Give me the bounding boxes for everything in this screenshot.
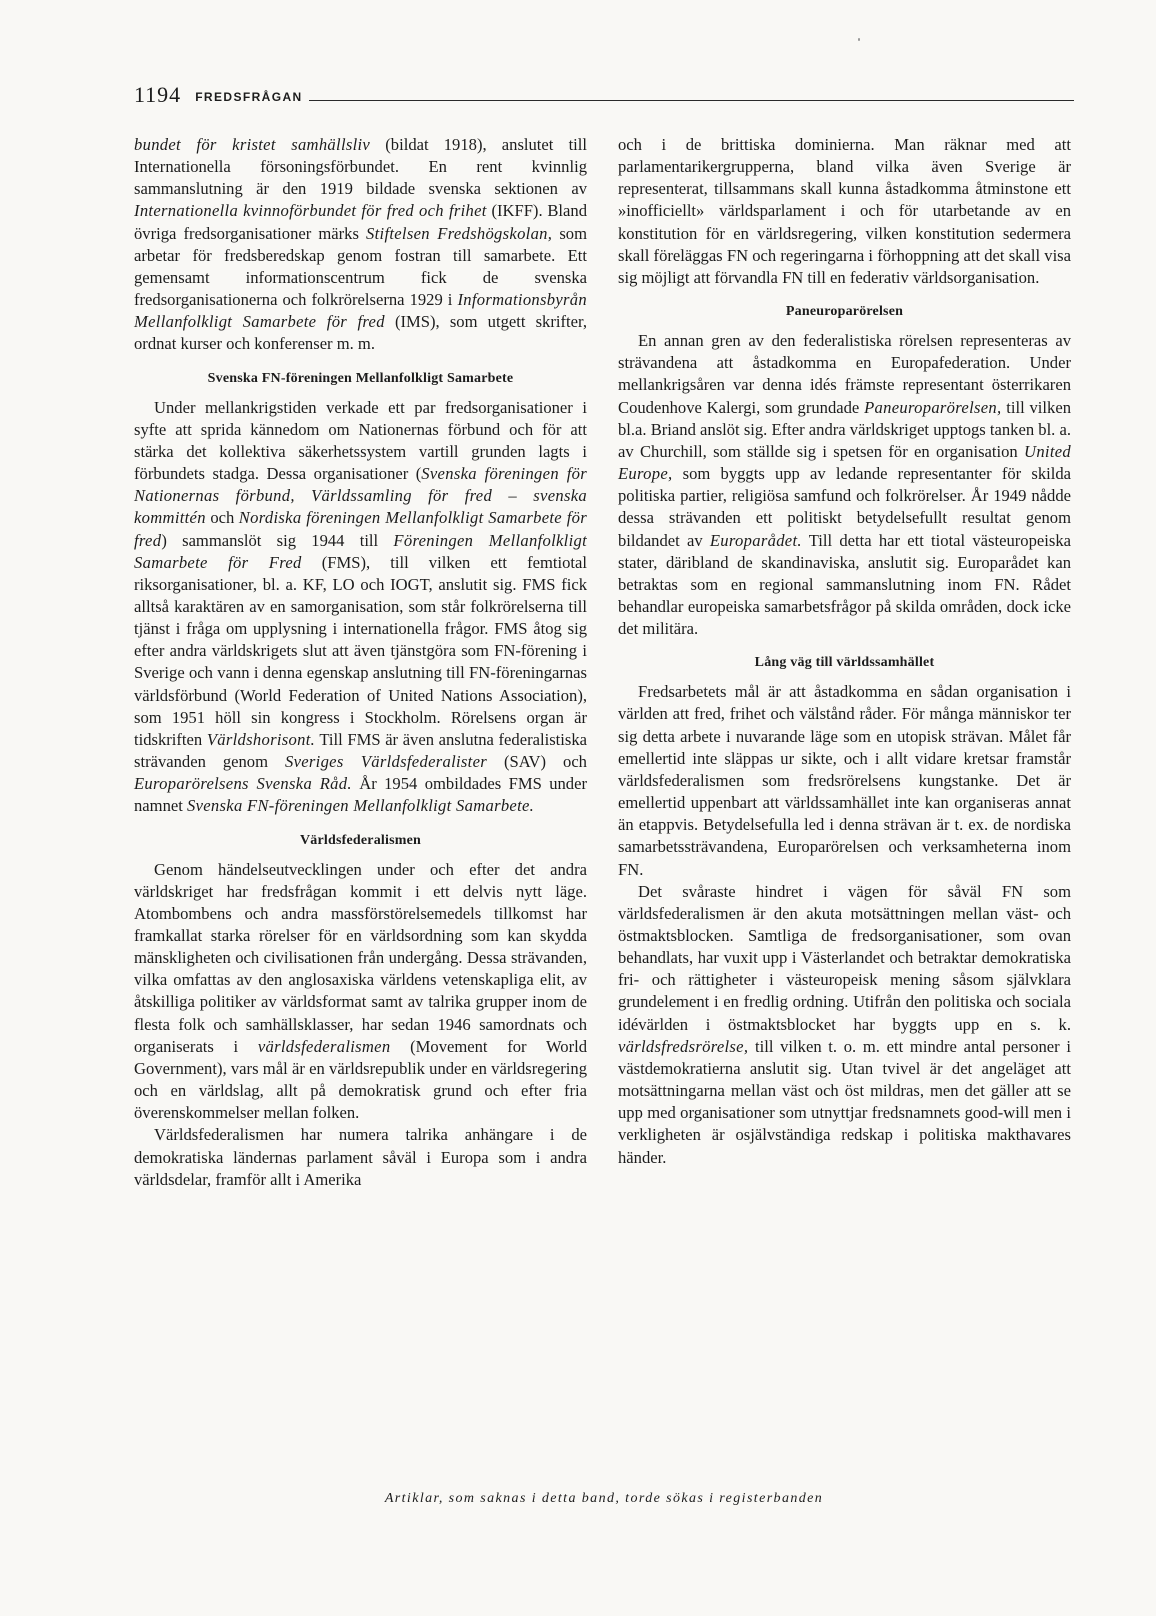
text-run: Under mellankrigstiden verkade ett par fredsorganisationer i syfte att sprida kännedom om Nationernas förbund och för att stärka det kollektiva säkerhetssystem vartill grunden lagts i förbundets stadga. Dessa organisationer ( — [134, 397, 587, 484]
paragraph — [618, 681, 1071, 880]
paragraph — [134, 134, 587, 356]
italic-run: Sveriges Världsfederalister — [284, 752, 487, 772]
italic-run: Stiftelsen Fredshögskolan, — [366, 223, 553, 243]
header-rule — [309, 100, 1074, 101]
section-heading: Världsfederalismen — [299, 832, 422, 848]
text-run: (IMS), som utgett skrifter, ordnat kurser och konferenser m. m. — [134, 312, 588, 354]
text-run: (SAV) och — [487, 752, 587, 772]
text-run: som arbetar för fredsberedskap genom fostran till samarbete. Ett gemensamt informationscentrum fick de svenska fredsorganisationerna och folkrörelserna 1929 i — [134, 223, 587, 310]
text-run: och — [205, 508, 239, 528]
italic-run: Informationsbyrån Mellanfolkligt Samarbete för fred — [134, 290, 587, 332]
italic-run: Svenska föreningen för Nationernas förbund, Världssamling för fred – svenska kommittén — [134, 464, 587, 528]
italic-run: Världshorisont. — [206, 729, 316, 749]
text-run: Till detta har ett tiotal västeuropeiska stater, däribland de skandinaviska, anslutit sig. Europarådet kan betraktas som en regional sammanslutning inom FN. Rådet behandlar europeiska samarbetsfrågor på skilda områden, dock icke det militära. — [618, 530, 1071, 639]
text-run: (FMS), till vilken ett femtiotal riksorganisationer, bl. a. KF, LO och IOGT, anslutit sig. FMS fick alltså karaktären av en samorganisation, som står folkrörelserna till tjänst i fråga om upplysning i internationella frågor. FMS åtog sig efter andra världskrigets slut att även tjänstgöra som FN-förening i Sverige och vann i denna egenskap anslutning till FN-föreningarnas världsförbund (World Federation of United Nations Association), som 1951 höll sin kongress i Stockholm. Rörelsens organ är tidskriften — [134, 552, 588, 749]
text-run: En annan gren av den federalistiska rörelsen representeras av strävandena att åstadkomma en Europafederation. Under mellankrigsåren var denna idés främste representant österrikaren Coudenhove Kalergi, som grundade — [618, 331, 1071, 417]
page-number: 1194 — [134, 82, 182, 107]
text-run: Världsfederalismen har numera talrika anhängare i de demokratiska ländernas parlament såväl i Europa som i andra världsdelar, framför allt i Amerika — [134, 1125, 587, 1189]
section-heading: Paneuroparörelsen — [785, 304, 904, 320]
text-run: som byggts upp av ledande representanter för skilda politiska partier, religiösa samfund och folkrörelser. År 1949 nådde dessa strävanden ett politiskt betydelsefullt resultat genom bildandet av — [618, 464, 1071, 550]
section-heading: Lång väg till världssamhället — [754, 655, 935, 671]
text-run: År 1954 ombildades FMS under namnet — [134, 774, 587, 816]
right-column — [618, 134, 1071, 1169]
text-run: Till FMS är även anslutna federalistiska strävanden genom — [134, 729, 587, 772]
left-column — [134, 134, 587, 1191]
section-heading: Svenska FN-föreningen Mellanfolkligt Samarbete — [207, 370, 514, 386]
text-run: (IKFF). Bland övriga fredsorganisationer märks — [134, 201, 587, 243]
text-run: till vilken t. o. m. ett mindre antal personer i västdemokratierna anslutit sig. Utan tvivel är det angeläget att motsättningarna mellan väst och öst mildras, men det gäller att se upp med organisationer som utnyttjar fredsnamnets good-will men i verkligheten är osjälvständiga redskap i politiska makthavares händer. — [618, 1036, 1071, 1167]
text-run: (Movement for World Government), vars mål är en världsrepublik under en världsregering och en världslag, allt på demokratisk grund och efter fria överenskommelser mellan folken. — [134, 1036, 588, 1123]
italic-run: Internationella kvinnoförbundet för fred och frihet — [134, 201, 487, 221]
italic-run: United Europe, — [618, 441, 1071, 484]
italic-run: Nordiska föreningen Mellanfolkligt Samarbete för fred — [134, 508, 587, 550]
pencil-dot — [858, 38, 860, 41]
italic-run: världsfederalismen — [257, 1036, 391, 1056]
text-run: Genom händelseutvecklingen under och efter det andra världskriget har fredsfrågan kommit i ett delvis nytt läge. Atombombens och andra massförstörelsemedels tillkomst har framkallat starka rörelser för en världsordning som kan skydda mänskligheten och civilisationen från undergång. Dessa strävanden, vilka omfattas av den anglosaxiska världens vetenskapliga elit, av åtskilliga politiker av världsformat samt av talrika grupper inom de flesta folk och samhällsklasser, har sedan 1946 samordnats och organiserats i — [134, 859, 587, 1056]
italic-run: bundet för kristet samhällsliv — [134, 135, 371, 154]
paragraph — [618, 330, 1071, 640]
text-run: (bildat 1918), anslutet till Internationella försoningsförbundet. En rent kvinnlig sammanslutning är den 1919 bildade svenska sektionen av — [134, 135, 588, 199]
paragraph — [618, 881, 1071, 1169]
italic-run: Föreningen Mellanfolkligt Samarbete för Fred — [134, 530, 587, 572]
text-run: till vilken bl.a. Briand anslöt sig. Efter andra världskriget upptogs tanken bl. a. av Churchill, som ställde sig i spetsen för en organisation — [618, 397, 1071, 461]
italic-run: Paneuroparörelsen, — [864, 397, 1002, 417]
italic-run: världsfredsrörelse, — [618, 1036, 749, 1056]
text-run: ) sammanslöt sig 1944 till — [161, 530, 394, 550]
running-head — [134, 82, 1074, 106]
text-run: Fredsarbetets mål är att åstadkomma en sådan organisation i världen att fred, frihet och välstånd råder. För många människor ter sig detta arbete i nuvarande läge som en utopisk strävan. Målet får emellertid inte släppas ur sikte, och i allt vidare kretsar framstår världsfederalismen som fredsrörelsens kungstanke. Det är emellertid uppenbart att världssamhället inte kan organiseras annat än etappvis. Betydelsefulla led i denna strävan är t. ex. de nordiska samarbetssträvandena, Europarörelsen och verksamheterna inom FN. — [618, 682, 1071, 879]
italic-run: Svenska FN-föreningen Mellanfolkligt Samarbete. — [187, 796, 535, 816]
italic-run: Europarådet. — [709, 530, 802, 550]
text-run: Det svåraste hindret i vägen för såväl FN som världsfederalismen är den akuta motsättningen mellan väst- och östmaktsblocken. Samtliga de fredsorganisationer, som ovan behandlats, har vuxit upp i Västerlandet och betraktar demokratiska fri- och rättigheter i västeuropeisk mening såsom självklara grundelement i en fredlig ordning. Utifrån den politiska och sociala idévärlden i östmaktsblocket har byggts upp en s. k. — [618, 881, 1071, 1034]
paragraph — [134, 397, 587, 818]
paragraph — [134, 859, 587, 1125]
italic-run: Europarörelsens Svenska Råd. — [134, 774, 352, 794]
running-title: FREDSFRÅGAN — [195, 90, 303, 104]
paragraph — [134, 1124, 587, 1190]
text-run: och i de brittiska dominierna. Man räknar med att parlamentarikergrupperna, bland vilka även Sverige är representerat, tillsammans skall kunna åstadkomma åtminstone ett »inofficiellt» världsparlament i och för utarbetande av en konstitution för en världsregering, vilken konstitution sedermera skall föreläggas FN och regeringarna i förhoppning att det skall visa sig möjligt att förvandla FN till en federativ världsorganisation. — [618, 135, 1071, 287]
paragraph — [618, 134, 1071, 289]
footer-note: Artiklar, som saknas i detta band, torde sökas i registerbanden — [384, 1491, 824, 1506]
